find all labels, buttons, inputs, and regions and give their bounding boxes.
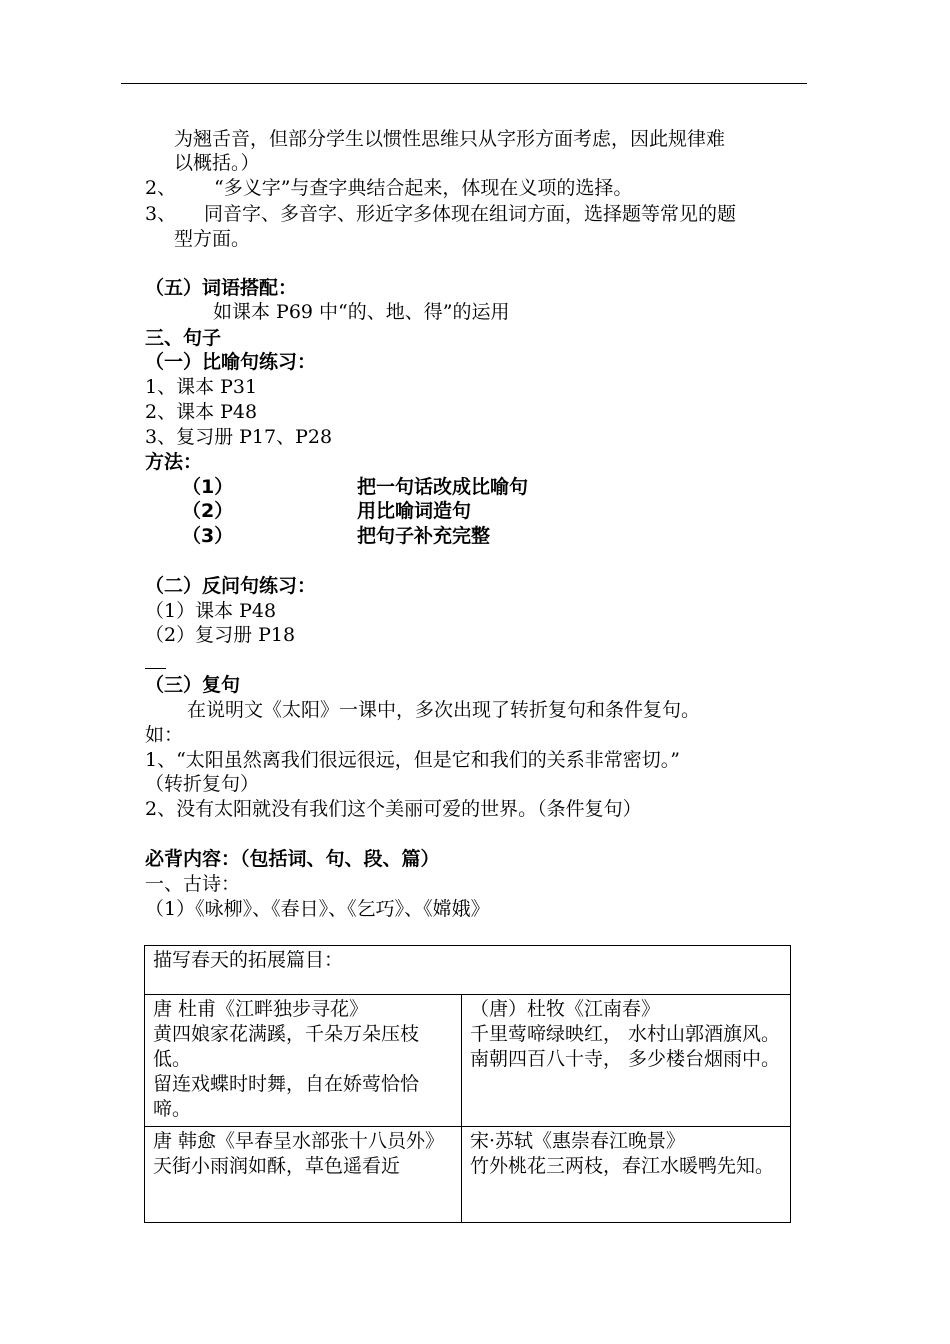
list-item: 3、复习册 P17、P28 (145, 426, 333, 448)
short-rule (145, 668, 166, 669)
list-item: 2、课本 P48 (145, 401, 258, 423)
subsection-heading: 一、古诗： (145, 873, 241, 895)
paragraph-line: 以概括。） (174, 152, 260, 174)
table-header-text: 描写春天的拓展篇目： (153, 949, 344, 971)
list-item: 1、课本 P31 (145, 376, 258, 398)
item-text: 型方面。 (174, 228, 251, 250)
methods-label: 方法： (145, 451, 203, 473)
subsection-heading: （二）反问句练习： (145, 575, 317, 597)
section-heading: 必背内容：（包括词、句、段、篇） (145, 848, 440, 870)
example-tag: （转折复句） (145, 773, 260, 795)
poem-title: 宋·苏轼《惠崇春江晚景》 (470, 1130, 686, 1152)
method-text: 把句子补充完整 (357, 525, 491, 547)
table-cell (145, 995, 462, 1127)
paragraph-line: 如： (145, 724, 184, 746)
poem-list: （1）《咏柳》、《春日》、《乞巧》、《嫦娥》 (145, 898, 490, 920)
poem-title: 唐 韩愈《早春呈水部张十八员外》 (153, 1130, 445, 1152)
subsection-heading: （三）复句 (145, 674, 241, 696)
list-item: （2）复习册 P18 (145, 624, 296, 646)
poem-line: 留连戏蝶时时舞，自在娇莺恰恰啼。 (153, 1073, 420, 1120)
poem-title: 唐 杜甫《江畔独步寻花》 (153, 998, 369, 1020)
method-number: （3） (182, 525, 234, 547)
table-header (145, 946, 791, 995)
subsection-heading: （一）比喻句练习： (145, 351, 317, 373)
example-sentence: 1、“太阳虽然离我们很远很远，但是它和我们的关系非常密切。” (145, 749, 681, 771)
section-heading: （五）词语搭配： (145, 277, 298, 299)
item-number: 2、 (145, 177, 177, 199)
poem-line: 竹外桃花三两枝，春江水暖鸭先知。 (470, 1155, 775, 1177)
section-heading: 三、句子 (145, 327, 222, 349)
example-sentence: 2、没有太阳就没有我们这个美丽可爱的世界。（条件复句） (145, 798, 642, 820)
method-text: 用比喻词造句 (357, 500, 472, 522)
paragraph-line: 在说明文《太阳》一课中，多次出现了转折复句和条件复句。 (187, 699, 701, 721)
table-cell (462, 1127, 791, 1223)
poem-line: 千里莺啼绿映红， 水村山郭酒旗风。 (470, 1023, 781, 1045)
table-cell (462, 995, 791, 1127)
table-cell (145, 1127, 462, 1223)
list-item: （1）课本 P48 (145, 600, 277, 622)
method-text: 把一句话改成比喻句 (357, 476, 529, 498)
method-number: （2） (182, 500, 234, 522)
poem-title: （唐）杜牧《江南春》 (470, 998, 661, 1020)
section-text: 如课本 P69 中“的、地、得”的运用 (213, 301, 510, 323)
poem-line: 天街小雨润如酥，草色遥看近 (153, 1155, 401, 1177)
poem-line: 南朝四百八十寺， 多少楼台烟雨中。 (470, 1048, 781, 1070)
poem-line: 黄四娘家花满蹊，千朵万朵压枝低。 (153, 1023, 420, 1070)
item-number: 3、 (145, 203, 177, 225)
item-text: 同音字、多音字、形近字多体现在组词方面，选择题等常见的题 (204, 203, 737, 225)
item-text: “多义字”与查字典结合起来，体现在义项的选择。 (214, 177, 633, 199)
paragraph-line: 为翘舌音，但部分学生以惯性思维只从字形方面考虑，因此规律难 (174, 128, 726, 150)
header-rule (121, 83, 807, 84)
poems-table (144, 945, 791, 1223)
method-number: （1） (182, 476, 234, 498)
